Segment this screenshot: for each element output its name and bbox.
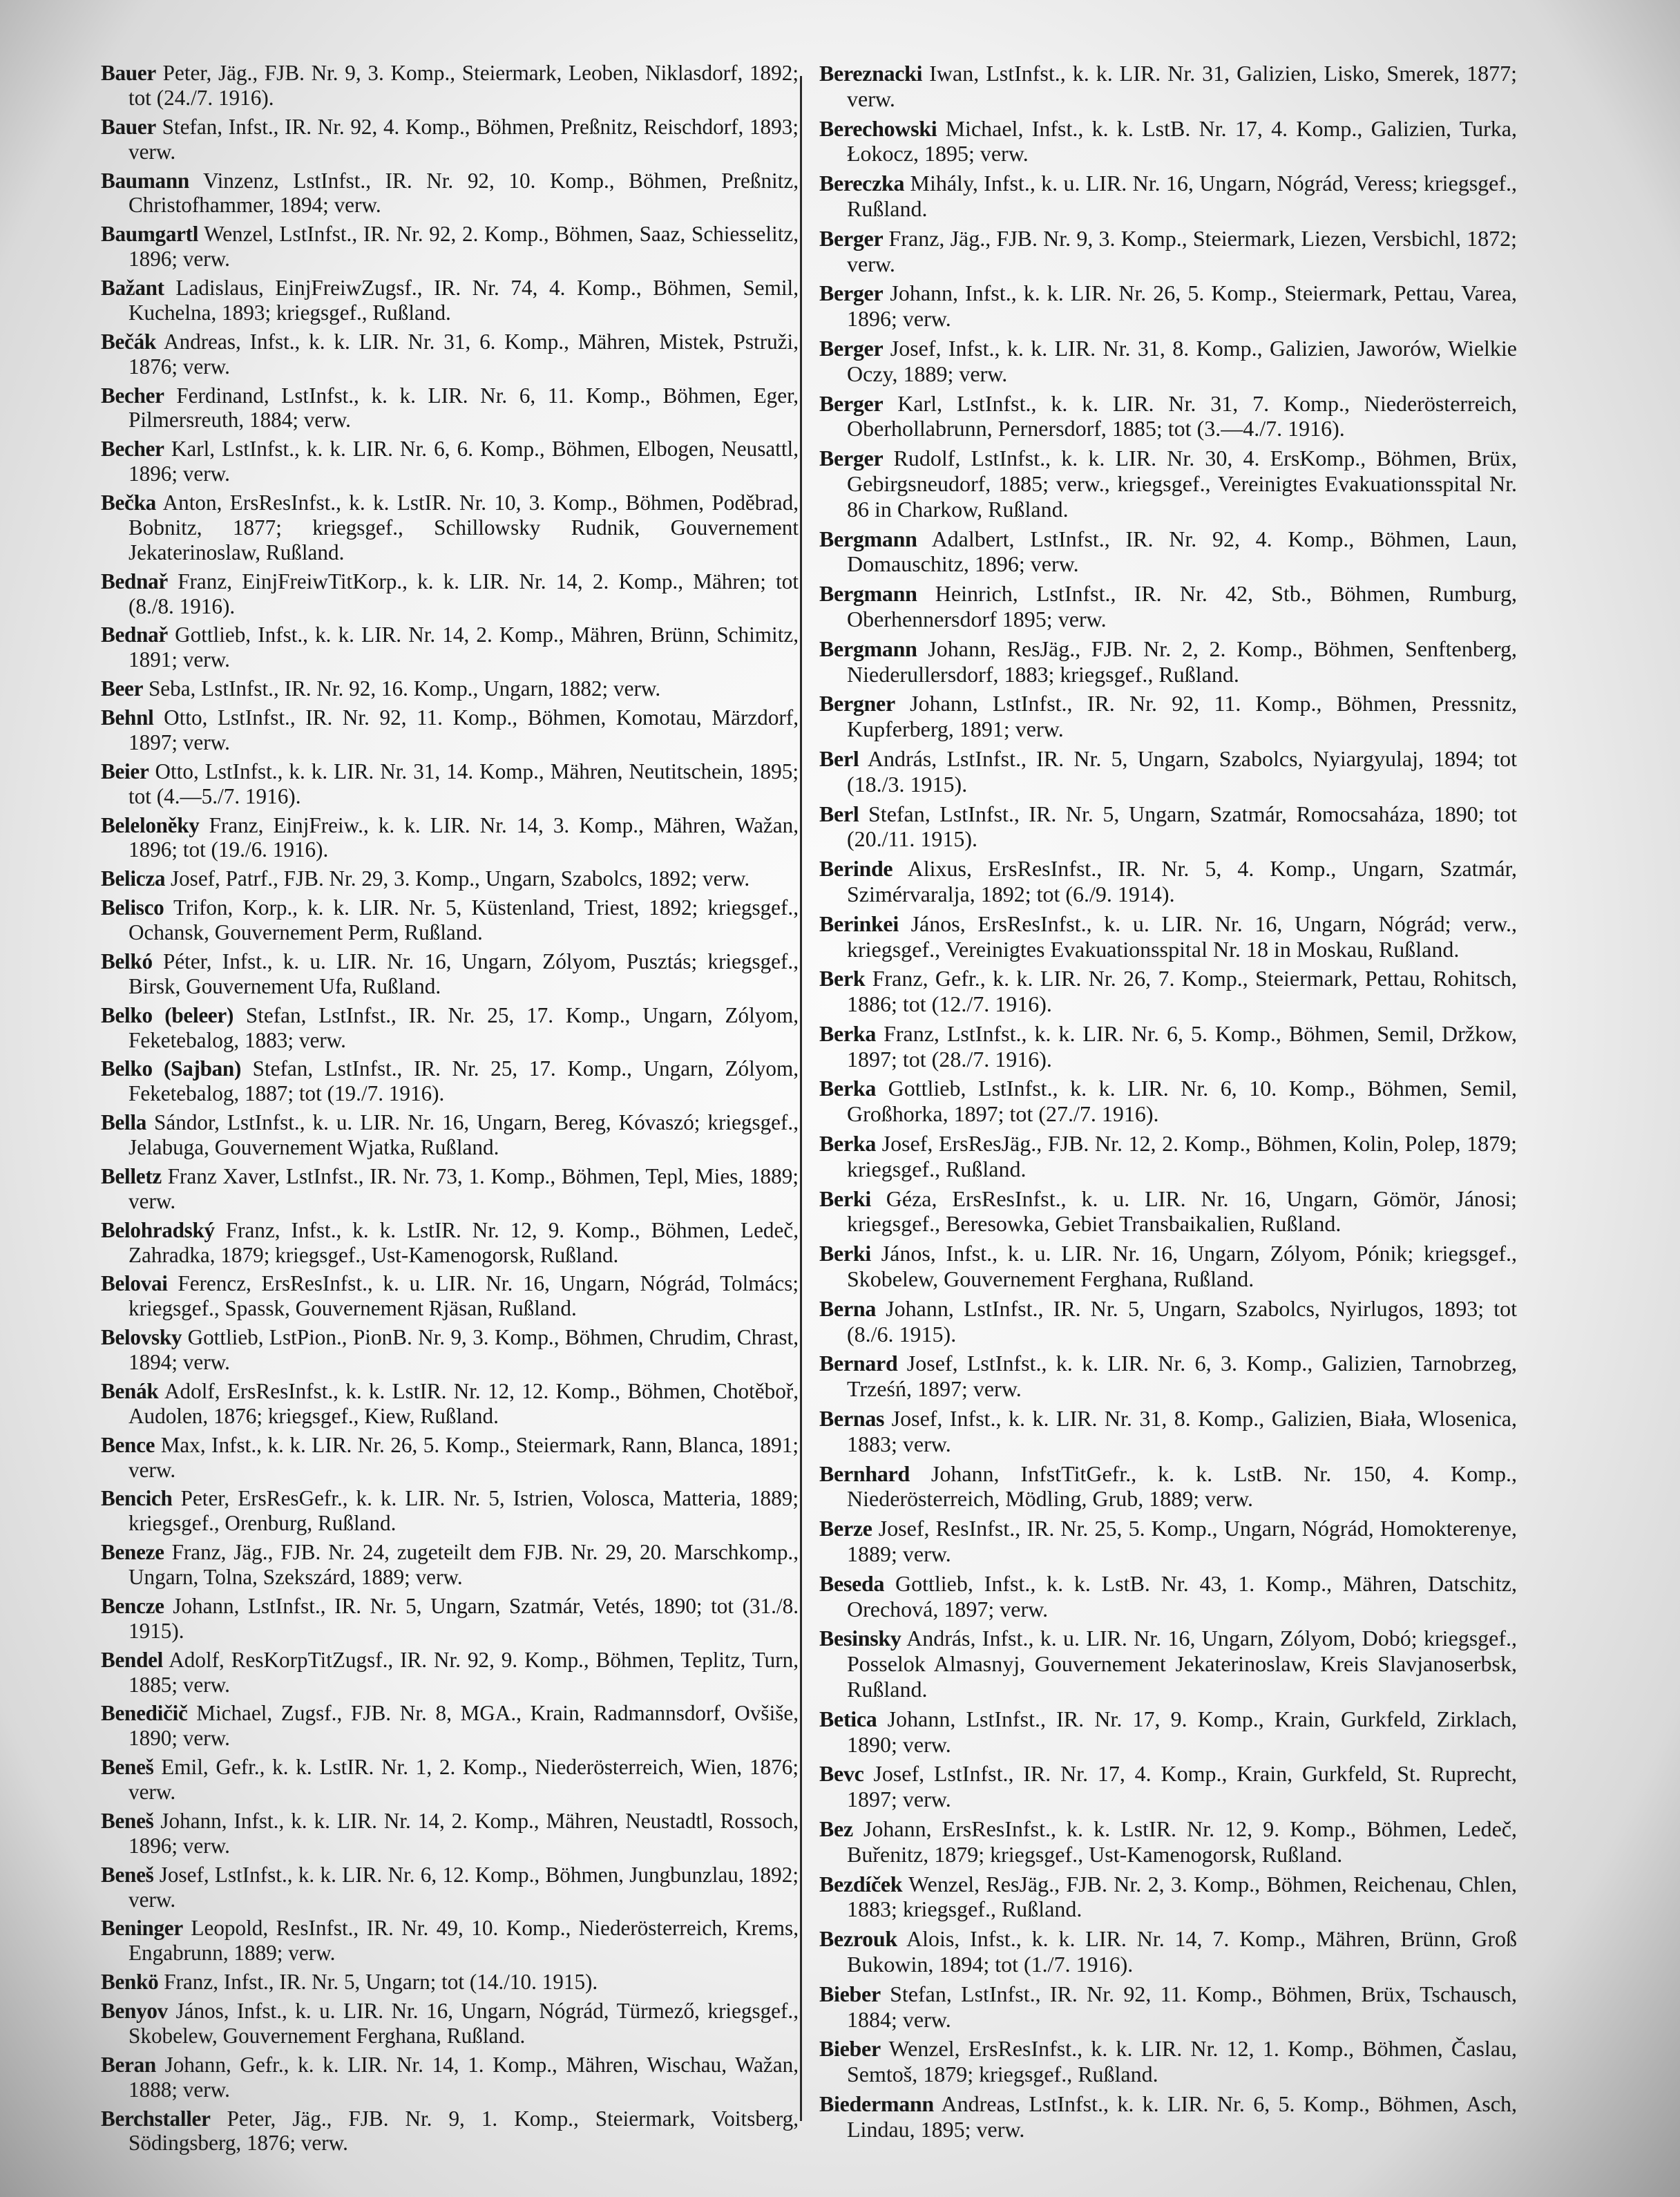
- entry-details: Michael, Infst., k. k. LstB. Nr. 17, 4. Komp., Galizien, Turka, Łokocz, 1895; verw.: [847, 115, 1518, 167]
- list-entry: [819, 1872, 1517, 1923]
- entry-surname: Berger: [819, 390, 884, 416]
- entry-surname: Berinde: [819, 856, 893, 882]
- entry-surname: Belovsky: [101, 1325, 182, 1350]
- entry-details: Gottlieb, Infst., k. k. LIR. Nr. 14, 2. Komp., Mähren, Brünn, Schimitz, 1891; verw.: [128, 622, 799, 672]
- list-entry: [819, 2036, 1517, 2087]
- list-entry: [101, 622, 799, 672]
- entry-details: Franz, Infst., k. k. LstIR. Nr. 12, 9. Komp., Böhmen, Ledeč, Zahradka, 1879; kriegsgef., Ust-Kamenogorsk, Rußland.: [128, 1217, 799, 1267]
- entry-details: Stefan, LstInfst., IR. Nr. 92, 11. Komp., Böhmen, Brüx, Tschausch, 1884; verw.: [847, 1981, 1518, 2032]
- entry-surname: Bergmann: [819, 581, 917, 607]
- entry-details: Rudolf, LstInfst., k. k. LIR. Nr. 30, 4. ErsKomp., Böhmen, Brüx, Gebirgsneudorf, 1885; verw., kriegsgef., Vereinigtes Evakuationsspital Nr. 86 in Charkow, Rußland.: [847, 446, 1518, 522]
- entry-details: Peter, Jäg., FJB. Nr. 9, 3. Komp., Steiermark, Leoben, Niklasdorf, 1892; tot (24./7. 1916).: [128, 61, 799, 110]
- right-column: [819, 61, 1517, 2147]
- list-entry: [101, 169, 799, 218]
- entry-details: Anton, ErsResInfst., k. k. LstIR. Nr. 10, 3. Komp., Böhmen, Poděbrad, Bobnitz, 1877; kriegsgef., Schillowsky Rudnik, Gouvernement Jekaterinoslaw, Rußland.: [128, 491, 799, 564]
- entry-details: János, Infst., k. u. LIR. Nr. 16, Ungarn, Zólyom, Pónik; kriegsgef., Skobelew, Gouvernement Ferghana, Rußland.: [847, 1241, 1518, 1292]
- entry-details: Péter, Infst., k. u. LIR. Nr. 16, Ungarn, Zólyom, Pusztás; kriegsgef., Birsk, Gouvernement Ufa, Rußland.: [128, 949, 799, 998]
- entry-details: Adalbert, LstInfst., IR. Nr. 92, 4. Komp., Böhmen, Laun, Domauschitz, 1896; verw.: [847, 526, 1517, 577]
- entry-details: Johann, Gefr., k. k. LIR. Nr. 14, 1. Komp., Mähren, Wischau, Wažan, 1888; verw.: [128, 2052, 799, 2102]
- entry-surname: Bendel: [101, 1647, 164, 1672]
- entry-surname: Berna: [819, 1295, 877, 1321]
- entry-surname: Bence: [101, 1432, 155, 1457]
- list-entry: [819, 1571, 1517, 1622]
- entry-surname: Bergmann: [819, 526, 917, 551]
- entry-surname: Biedermann: [819, 2091, 934, 2116]
- entry-details: Gottlieb, LstInfst., k. k. LIR. Nr. 6, 10. Komp., Böhmen, Semil, Großhorka, 1897; tot (27./7. 1916).: [847, 1076, 1518, 1127]
- entry-surname: Bieber: [819, 1981, 881, 2006]
- entry-details: Ferdinand, LstInfst., k. k. LIR. Nr. 6, 11. Komp., Böhmen, Eger, Pilmersreuth, 1884; verw.: [128, 383, 799, 432]
- entry-details: Josef, LstInfst., k. k. LIR. Nr. 6, 12. Komp., Böhmen, Jungbunzlau, 1892; verw.: [128, 1862, 799, 1912]
- entry-details: Trifon, Korp., k. k. LIR. Nr. 5, Küstenland, Triest, 1892; kriegsgef., Ochansk, Gouvernement Perm, Rußland.: [128, 895, 799, 944]
- list-entry: [819, 1076, 1517, 1127]
- list-entry: [819, 801, 1517, 853]
- entry-surname: Bečák: [101, 329, 156, 354]
- entry-details: Peter, Jäg., FJB. Nr. 9, 1. Komp., Steiermark, Voitsberg, Södingsberg, 1876; verw.: [128, 2106, 799, 2156]
- entry-surname: Bez: [819, 1816, 853, 1841]
- entry-details: Andreas, Infst., k. k. LIR. Nr. 31, 6. Komp., Mähren, Mistek, Pstruži, 1876; verw.: [128, 329, 799, 379]
- list-entry: [819, 1516, 1517, 1567]
- entry-details: János, ErsResInfst., k. u. LIR. Nr. 16, Ungarn, Nógrád; verw., kriegsgef., Vereinigtes Evakuationsspital Nr. 18 in Moskau, Rußland.: [847, 911, 1518, 962]
- list-entry: [819, 1761, 1517, 1812]
- entry-details: Seba, LstInfst., IR. Nr. 92, 16. Komp., Ungarn, 1882; verw.: [148, 676, 661, 701]
- list-entry: [101, 1594, 799, 1644]
- entry-surname: Beleloněky: [101, 812, 200, 837]
- entry-details: Franz, EinjFreiwTitKorp., k. k. LIR. Nr. 14, 2. Komp., Mähren; tot (8./8. 1916).: [128, 569, 799, 618]
- entry-surname: Beer: [101, 676, 144, 701]
- list-entry: [101, 569, 799, 619]
- entry-details: Mihály, Infst., k. u. LIR. Nr. 16, Ungarn, Nógrád, Veress; kriegsgef., Rußland.: [847, 171, 1518, 221]
- entry-surname: Berger: [819, 225, 884, 251]
- entry-details: Michael, Zugsf., FJB. Nr. 8, MGA., Krain, Radmannsdorf, Ovšiše, 1890; verw.: [128, 1701, 799, 1751]
- list-entry: [101, 1916, 799, 1966]
- entry-details: András, LstInfst., IR. Nr. 5, Ungarn, Szabolcs, Nyiargyulaj, 1894; tot (18./3. 1915).: [847, 745, 1518, 797]
- entry-details: Josef, LstInfst., IR. Nr. 17, 4. Komp., Krain, Gurkfeld, St. Ruprecht, 1897; verw.: [847, 1761, 1517, 1812]
- entry-details: Stefan, Infst., IR. Nr. 92, 4. Komp., Böhmen, Preßnitz, Reischdorf, 1893; verw.: [128, 114, 799, 164]
- entry-details: Franz, Jäg., FJB. Nr. 24, zugeteilt dem FJB. Nr. 29, 20. Marschkomp., Ungarn, Tolna, Szekszárd, 1889; verw.: [128, 1540, 799, 1589]
- list-entry: [819, 1131, 1517, 1182]
- entry-surname: Beninger: [101, 1916, 183, 1941]
- list-entry: [101, 1218, 799, 1268]
- entry-details: Johann, Infst., k. k. LIR. Nr. 26, 5. Komp., Steiermark, Pettau, Varea, 1896; verw.: [847, 280, 1518, 332]
- entry-details: Josef, Patrf., FJB. Nr. 29, 3. Komp., Ungarn, Szabolcs, 1892; verw.: [170, 866, 750, 891]
- list-entry: [101, 1540, 799, 1590]
- entry-surname: Bereznacki: [819, 61, 923, 86]
- entry-surname: Bauer: [101, 114, 156, 139]
- entry-surname: Berger: [819, 335, 884, 361]
- entry-details: Adolf, ResKorpTitZugsf., IR. Nr. 92, 9. Komp., Böhmen, Teplitz, Turn, 1885; verw.: [128, 1647, 799, 1697]
- entry-surname: Berl: [819, 745, 859, 771]
- entry-surname: Beseda: [819, 1570, 885, 1596]
- entry-surname: Benyov: [101, 1999, 168, 2023]
- entry-surname: Belisco: [101, 895, 164, 920]
- entry-details: Johann, LstInfst., IR. Nr. 92, 11. Komp., Böhmen, Pressnitz, Kupferberg, 1891; verw.: [847, 691, 1518, 742]
- entry-surname: Bernhard: [819, 1461, 910, 1486]
- list-entry: [819, 446, 1517, 522]
- list-entry: [819, 2091, 1517, 2142]
- entry-surname: Berki: [819, 1241, 871, 1266]
- list-entry: [819, 1296, 1517, 1347]
- list-entry: [101, 437, 799, 486]
- entry-surname: Betica: [819, 1706, 877, 1731]
- list-entry: [101, 1999, 799, 2048]
- entry-surname: Beneš: [101, 1862, 154, 1887]
- list-entry: [101, 1003, 799, 1053]
- entry-surname: Baumann: [101, 168, 189, 193]
- entry-details: János, Infst., k. u. LIR. Nr. 16, Ungarn, Nógrád, Türmező, kriegsgef., Skobelew, Gouvernement Ferghana, Rußland.: [128, 1999, 799, 2048]
- entry-surname: Bednař: [101, 622, 168, 647]
- entry-surname: Bauer: [101, 61, 156, 85]
- list-entry: [101, 1379, 799, 1429]
- entry-details: Vinzenz, LstInfst., IR. Nr. 92, 10. Komp., Böhmen, Preßnitz, Christofhammer, 1894; verw.: [128, 168, 799, 218]
- entry-details: Gottlieb, Infst., k. k. LstB. Nr. 43, 1. Komp., Mähren, Datschitz, Orechová, 1897; verw.: [847, 1570, 1518, 1621]
- list-entry: [819, 856, 1517, 907]
- entry-details: András, Infst., k. u. LIR. Nr. 16, Ungarn, Zólyom, Dobó; kriegsgef., Posselok Almasnyj, Gouvernement Jekaterinoslaw, Kreis Slavjanoserbsk, Rußland.: [847, 1626, 1518, 1702]
- list-entry: [819, 636, 1517, 687]
- entry-details: Franz, Gefr., k. k. LIR. Nr. 26, 7. Komp., Steiermark, Pettau, Rohitsch, 1886; tot (12./7. 1916).: [847, 966, 1518, 1017]
- list-entry: [819, 1981, 1517, 2033]
- column-divider: [800, 76, 802, 2121]
- entry-surname: Beier: [101, 759, 149, 783]
- list-entry: [101, 895, 799, 945]
- list-entry: [101, 1056, 799, 1106]
- list-entry: [101, 759, 799, 809]
- entry-details: Johann, ErsResInfst., k. k. LstIR. Nr. 12, 9. Komp., Böhmen, Ledeč, Buřenitz, 1879; kriegsgef., Ust-Kamenogorsk, Rußland.: [847, 1816, 1517, 1867]
- entry-details: Karl, LstInfst., k. k. LIR. Nr. 31, 7. Komp., Niederösterreich, Oberhollabrunn, Pernersdorf, 1885; tot (3.—4./7. 1916).: [847, 390, 1518, 441]
- entry-surname: Baumgartl: [101, 222, 199, 247]
- entry-details: Stefan, LstInfst., IR. Nr. 25, 17. Komp., Ungarn, Zólyom, Feketebalog, 1887; tot (19./7. 1916).: [128, 1056, 799, 1106]
- entry-details: Karl, LstInfst., k. k. LIR. Nr. 6, 6. Komp., Böhmen, Elbogen, Neusattl, 1896; verw.: [128, 437, 799, 486]
- entry-details: Emil, Gefr., k. k. LstIR. Nr. 1, 2. Komp., Niederösterreich, Wien, 1876; verw.: [128, 1755, 799, 1804]
- entry-surname: Benedičič: [101, 1701, 188, 1726]
- list-entry: [101, 491, 799, 565]
- entry-details: Franz, LstInfst., k. k. LIR. Nr. 6, 5. Komp., Böhmen, Semil, Držkow, 1897; tot (28./7. 1916).: [847, 1020, 1518, 1072]
- list-entry: [101, 1110, 799, 1160]
- entry-details: Ferencz, ErsResInfst., k. u. LIR. Nr. 16, Ungarn, Nógrád, Tolmács; kriegsgef., Spassk, Gouvernement Rjäsan, Rußland.: [128, 1271, 799, 1321]
- list-entry: [819, 1626, 1517, 1702]
- list-entry: [101, 1809, 799, 1858]
- entry-surname: Belko (beleer): [101, 1002, 234, 1027]
- entry-surname: Berka: [819, 1020, 877, 1046]
- entry-details: Josef, Infst., k. k. LIR. Nr. 31, 8. Komp., Galizien, Biała, Wlosenica, 1883; verw.: [847, 1406, 1517, 1456]
- list-entry: [819, 336, 1517, 387]
- entry-surname: Bernas: [819, 1406, 885, 1432]
- entry-surname: Becher: [101, 383, 164, 408]
- list-entry: [819, 966, 1517, 1017]
- entry-surname: Belicza: [101, 866, 166, 891]
- list-entry: [101, 1325, 799, 1375]
- entry-details: Iwan, LstInfst., k. k. LIR. Nr. 31, Galizien, Lisko, Smerek, 1877; verw.: [847, 61, 1518, 111]
- list-entry: [101, 2053, 799, 2102]
- entry-surname: Bevc: [819, 1761, 864, 1787]
- entry-surname: Belko (Sajban): [101, 1056, 242, 1081]
- list-entry: [101, 1648, 799, 1697]
- entry-details: Andreas, LstInfst., k. k. LIR. Nr. 6, 5. Komp., Böhmen, Asch, Lindau, 1895; verw.: [847, 2091, 1518, 2142]
- list-entry: [101, 1701, 799, 1751]
- entry-surname: Berechowski: [819, 115, 937, 141]
- entry-surname: Bella: [101, 1110, 147, 1135]
- list-entry: [101, 1271, 799, 1321]
- entry-surname: Belohradský: [101, 1217, 215, 1242]
- entry-surname: Berki: [819, 1186, 871, 1211]
- left-column: [101, 61, 799, 2160]
- list-entry: [819, 1926, 1517, 1977]
- list-entry: [101, 330, 799, 379]
- entry-details: Ladislaus, EinjFreiwZugsf., IR. Nr. 74, 4. Komp., Böhmen, Semil, Kuchelna, 1893; kriegsgef., Rußland.: [128, 276, 799, 325]
- entry-surname: Beneš: [101, 1808, 154, 1833]
- entry-surname: Beran: [101, 2052, 156, 2077]
- entry-details: Max, Infst., k. k. LIR. Nr. 26, 5. Komp., Steiermark, Rann, Blanca, 1891; verw.: [128, 1432, 799, 1482]
- list-entry: [819, 1461, 1517, 1512]
- entry-surname: Berl: [819, 801, 859, 826]
- entry-surname: Benák: [101, 1378, 159, 1403]
- list-entry: [819, 1241, 1517, 1292]
- entry-surname: Bergner: [819, 691, 895, 716]
- entry-details: Josef, LstInfst., k. k. LIR. Nr. 6, 3. Komp., Galizien, Tarnobrzeg, Trześń, 1897; verw.: [847, 1351, 1518, 1402]
- entry-surname: Belletz: [101, 1163, 162, 1188]
- entry-details: Wenzel, ResJäg., FJB. Nr. 2, 3. Komp., Böhmen, Reichenau, Chlen, 1883; kriegsgef., Rußland.: [847, 1871, 1518, 1922]
- entry-details: Géza, ErsResInfst., k. u. LIR. Nr. 16, Ungarn, Gömör, Jánosi; kriegsgef., Beresowka, Gebiet Transbaikalien, Rußland.: [847, 1186, 1518, 1237]
- entry-surname: Bednař: [101, 569, 168, 593]
- list-entry: [819, 691, 1517, 742]
- list-entry: [101, 676, 799, 701]
- list-entry: [819, 1021, 1517, 1072]
- entry-details: Stefan, LstInfst., IR. Nr. 5, Ungarn, Szatmár, Romocsaháza, 1890; tot (20./11. 1915).: [847, 801, 1518, 852]
- entry-details: Otto, LstInfst., k. k. LIR. Nr. 31, 14. Komp., Mähren, Neutitschein, 1895; tot (4.—5./7. 1916).: [128, 759, 799, 808]
- list-entry: [819, 171, 1517, 222]
- list-entry: [819, 1186, 1517, 1237]
- list-entry: [101, 813, 799, 863]
- list-entry: [819, 1351, 1517, 1402]
- list-entry: [101, 276, 799, 325]
- entry-details: Alois, Infst., k. k. LIR. Nr. 14, 7. Komp., Mähren, Brünn, Groß Bukowin, 1894; tot (1./7. 1916).: [847, 1926, 1518, 1977]
- list-entry: [101, 222, 799, 272]
- entry-details: Stefan, LstInfst., IR. Nr. 25, 17. Komp., Ungarn, Zólyom, Feketebalog, 1883; verw.: [128, 1002, 799, 1052]
- list-entry: [101, 866, 799, 891]
- entry-surname: Belovai: [101, 1271, 168, 1296]
- entry-surname: Becher: [101, 437, 164, 462]
- entry-details: Peter, ErsResGefr., k. k. LIR. Nr. 5, Istrien, Volosca, Matteria, 1889; kriegsgef., Orenburg, Rußland.: [128, 1486, 799, 1536]
- entry-details: Josef, Infst., k. k. LIR. Nr. 31, 8. Komp., Galizien, Jaworów, Wielkie Oczy, 1889; verw.: [847, 335, 1518, 386]
- entry-surname: Berger: [819, 280, 884, 306]
- entry-details: Adolf, ErsResInfst., k. k. LstIR. Nr. 12, 12. Komp., Böhmen, Chotěboř, Audolen, 1876; kriegsgef., Kiew, Rußland.: [128, 1378, 799, 1428]
- entry-details: Franz, Infst., IR. Nr. 5, Ungarn; tot (14./10. 1915).: [164, 1970, 598, 1995]
- entry-details: Sándor, LstInfst., k. u. LIR. Nr. 16, Ungarn, Bereg, Kóvaszó; kriegsgef., Jelabuga, Gouvernement Wjatka, Rußland.: [128, 1110, 799, 1159]
- entry-surname: Belkó: [101, 949, 153, 973]
- list-entry: [101, 115, 799, 164]
- list-entry: [101, 61, 799, 111]
- entry-details: Johann, LstInfst., IR. Nr. 5, Ungarn, Szatmár, Vetés, 1890; tot (31./8. 1915).: [128, 1593, 799, 1643]
- entry-surname: Bernard: [819, 1351, 898, 1376]
- list-entry: [101, 383, 799, 433]
- list-entry: [819, 61, 1517, 112]
- entry-details: Heinrich, LstInfst., IR. Nr. 42, Stb., Böhmen, Rumburg, Oberhennersdorf 1895; verw.: [847, 581, 1518, 631]
- entry-details: Franz, EinjFreiw., k. k. LIR. Nr. 14, 3. Komp., Mähren, Wažan, 1896; tot (19./6. 1916).: [128, 812, 799, 862]
- entry-surname: Bereczka: [819, 171, 905, 196]
- entry-surname: Bergmann: [819, 636, 917, 661]
- entry-surname: Bencich: [101, 1486, 173, 1511]
- entry-surname: Berka: [819, 1131, 877, 1157]
- list-entry: [101, 1755, 799, 1805]
- list-entry: [819, 116, 1517, 167]
- list-entry: [101, 705, 799, 755]
- entry-details: Alixus, ErsResInfst., IR. Nr. 5, 4. Komp., Ungarn, Szatmár, Szimérvaralja, 1892; tot (6./9. 1914).: [847, 856, 1518, 906]
- list-entry: [819, 526, 1517, 578]
- list-entry: [819, 581, 1517, 632]
- list-entry: [819, 280, 1517, 332]
- list-entry: [101, 1863, 799, 1912]
- entry-details: Johann, InfstTitGefr., k. k. LstB. Nr. 150, 4. Komp., Niederösterreich, Mödling, Grub, 1889; verw.: [847, 1461, 1517, 1512]
- entry-surname: Bažant: [101, 276, 164, 300]
- entry-surname: Bezrouk: [819, 1926, 897, 1952]
- entry-surname: Bencze: [101, 1593, 164, 1618]
- entry-surname: Besinsky: [819, 1626, 901, 1651]
- entry-surname: Berchstaller: [101, 2106, 211, 2131]
- list-entry: [101, 1164, 799, 1214]
- entry-details: Josef, ResInfst., IR. Nr. 25, 5. Komp., Ungarn, Nógrád, Homokterenye, 1889; verw.: [847, 1516, 1518, 1567]
- list-entry: [819, 226, 1517, 277]
- entry-surname: Berze: [819, 1516, 872, 1541]
- entry-surname: Benkö: [101, 1970, 159, 1995]
- list-entry: [819, 746, 1517, 797]
- list-entry: [819, 1706, 1517, 1758]
- entry-surname: Berger: [819, 446, 884, 471]
- entry-surname: Berka: [819, 1076, 877, 1101]
- entry-details: Gottlieb, LstPion., PionB. Nr. 9, 3. Komp., Böhmen, Chrudim, Chrast, 1894; verw.: [128, 1325, 799, 1374]
- list-entry: [101, 1486, 799, 1536]
- list-entry: [819, 911, 1517, 962]
- list-entry: [101, 1433, 799, 1483]
- entry-details: Josef, ErsResJäg., FJB. Nr. 12, 2. Komp., Böhmen, Kolin, Polep, 1879; kriegsgef., Rußland.: [847, 1131, 1518, 1181]
- list-entry: [819, 1406, 1517, 1457]
- entry-surname: Bečka: [101, 491, 156, 515]
- entry-details: Wenzel, LstInfst., IR. Nr. 92, 2. Komp., Böhmen, Saaz, Schiesselitz, 1896; verw.: [128, 222, 799, 272]
- entry-details: Johann, LstInfst., IR. Nr. 17, 9. Komp., Krain, Gurkfeld, Zirklach, 1890; verw.: [847, 1706, 1518, 1757]
- list-entry: [819, 391, 1517, 442]
- entry-details: Johann, LstInfst., IR. Nr. 5, Ungarn, Szabolcs, Nyirlugos, 1893; tot (8./6. 1915).: [847, 1295, 1518, 1347]
- entry-surname: Behnl: [101, 705, 154, 730]
- entry-surname: Beneš: [101, 1755, 154, 1780]
- entry-details: Johann, Infst., k. k. LIR. Nr. 14, 2. Komp., Mähren, Neustadtl, Rossoch, 1896; verw.: [128, 1808, 799, 1858]
- entry-details: Franz, Jäg., FJB. Nr. 9, 3. Komp., Steiermark, Liezen, Versbichl, 1872; verw.: [847, 225, 1518, 276]
- entry-details: Johann, ResJäg., FJB. Nr. 2, 2. Komp., Böhmen, Senftenberg, Niederullersdorf, 1883; kriegsgef., Rußland.: [847, 636, 1518, 687]
- list-entry: [819, 1816, 1517, 1867]
- entry-details: Otto, LstInfst., IR. Nr. 92, 11. Komp., Böhmen, Komotau, Märzdorf, 1897; verw.: [128, 705, 799, 754]
- entry-surname: Berk: [819, 966, 866, 991]
- entry-details: Franz Xaver, LstInfst., IR. Nr. 73, 1. Komp., Böhmen, Tepl, Mies, 1889; verw.: [128, 1163, 799, 1213]
- entry-details: Wenzel, ErsResInfst., k. k. LIR. Nr. 12, 1. Komp., Böhmen, Časlau, Semtoš, 1879; kriegsgef., Rußland.: [847, 2036, 1518, 2087]
- entry-surname: Berinkei: [819, 911, 899, 936]
- list-entry: [101, 1970, 799, 1995]
- list-entry: [101, 949, 799, 999]
- list-entry: [101, 2106, 799, 2156]
- entry-surname: Bieber: [819, 2036, 881, 2062]
- entry-details: Leopold, ResInfst., IR. Nr. 49, 10. Komp., Niederösterreich, Krems, Engabrunn, 1889; verw.: [128, 1916, 799, 1966]
- entry-surname: Beneze: [101, 1540, 164, 1565]
- entry-surname: Bezdíček: [819, 1871, 903, 1896]
